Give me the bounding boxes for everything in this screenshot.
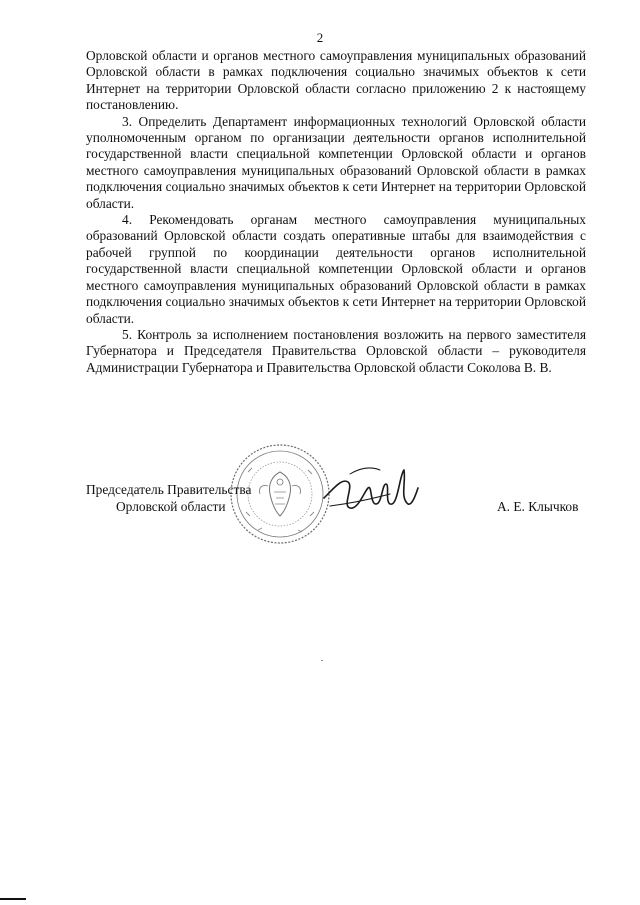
paragraph-continuation: Орловской области и органов местного самоуправления муниципальных образований Орловской области в рамках подключения социально значимых объектов к сети Интернет на территории Орловской области согласно приложению 2 к настоящему постановлению. [86, 48, 586, 113]
paragraph-item-4: 4. Рекомендовать органам местного самоуправления муниципальных образований Орловской области создать оперативные штабы для взаимодействия с рабочей группой по координации деятельности органов исполнительной государственной власти специальной компетенции Орловской области и органов местного самоуправления муниципальных образований Орловской области в рамках подключения социально значимых объектов к сети Интернет на территории Орловской области. [86, 212, 586, 326]
paragraph-item-3: 3. Определить Департамент информационных технологий Орловской области уполномоченным органом по организации деятельности органов исполнительной государственной власти специальной компетенции Орловской области и органов местного самоуправления муниципальных образований Орловской области в рамках подключения социально значимых объектов к сети Интернет на территории Орловской области. [86, 113, 586, 211]
document-body [86, 48, 586, 376]
scan-speck [321, 660, 323, 661]
signatory-title-line-2: Орловской области [116, 499, 226, 514]
paragraph-item-5: 5. Контроль за исполнением постановления возложить на первого заместителя Губернатора и Председателя Правительства Орловской области – руководителя Администрации Губернатора и Правительства Орловской области Соколова В. В. [86, 326, 586, 375]
signatory-title-line-1: Председатель Правительства [86, 482, 252, 497]
footer-rule [0, 898, 26, 900]
handwritten-signature-icon [320, 454, 420, 526]
signatory-name: А. Е. Клычков [497, 499, 579, 514]
page-number: 2 [316, 30, 324, 45]
signature-block [0, 440, 640, 550]
